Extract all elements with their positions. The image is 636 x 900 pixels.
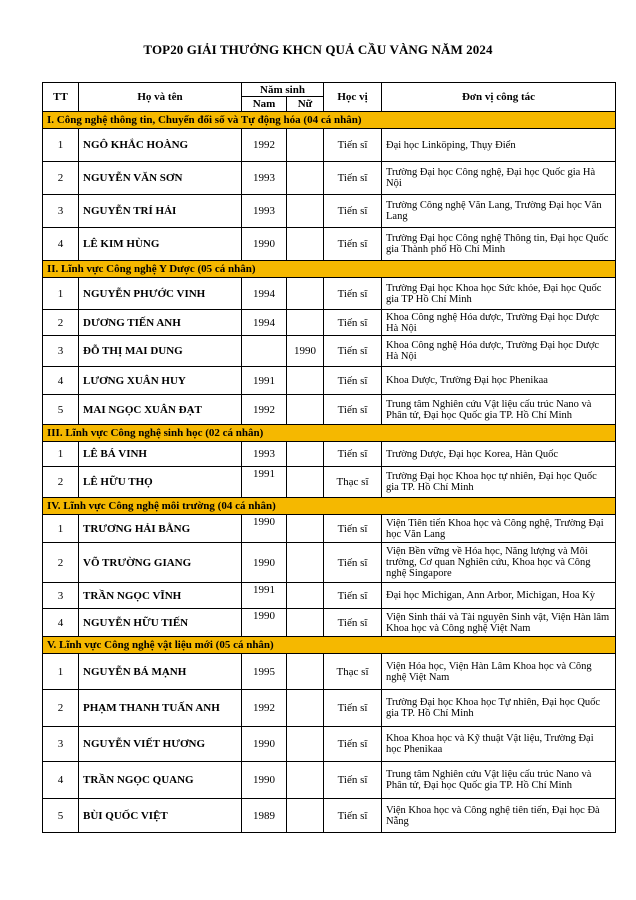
row-degree: Tiến sĩ [324,310,382,336]
table-row [43,336,616,367]
row-birth-year-male: 1995 [242,654,287,690]
row-birth-year-female [287,654,324,690]
row-name: TRẦN NGỌC VĨNH [79,583,242,609]
section-title: I. Công nghệ thông tin, Chuyển đổi số và Tự động hóa (04 cá nhân) [43,112,616,129]
row-degree: Tiến sĩ [324,367,382,395]
row-birth-year-male: 1992 [242,129,287,162]
row-birth-year-male: 1991 [242,583,287,609]
row-degree: Tiến sĩ [324,583,382,609]
row-name: PHẠM THANH TUẤN ANH [79,690,242,727]
row-degree: Tiến sĩ [324,162,382,195]
row-name: NGÔ KHẮC HOÀNG [79,129,242,162]
row-tt: 5 [43,395,79,425]
row-name: NGUYỄN PHƯỚC VINH [79,278,242,310]
row-birth-year-male: 1990 [242,515,287,543]
section-title: V. Lĩnh vực Công nghệ vật liệu mới (05 cá nhân) [43,637,616,654]
row-unit: Viện Sinh thái và Tài nguyên Sinh vật, Viện Hàn lâm Khoa học và Công nghệ Việt Nam [382,609,616,637]
row-unit: Viện Bền vững về Hóa học, Năng lượng và Môi trường, Cơ quan Nghiên cứu, Khoa học và Công nghệ Singapore [382,543,616,583]
row-birth-year-female [287,583,324,609]
table-row [43,310,616,336]
row-name: LÊ HỮU THỌ [79,467,242,498]
row-birth-year-female [287,609,324,637]
row-name: VÕ TRƯỜNG GIANG [79,543,242,583]
row-name: NGUYỄN HỮU TIẾN [79,609,242,637]
header-female: Nữ [287,97,324,112]
table-body [43,112,616,833]
row-birth-year-male: 1993 [242,442,287,467]
section-header [43,498,616,515]
row-birth-year-female [287,129,324,162]
row-degree: Tiến sĩ [324,442,382,467]
row-birth-year-male: 1990 [242,543,287,583]
row-tt: 2 [43,543,79,583]
row-unit: Trường Công nghệ Văn Lang, Trường Đại học Văn Lang [382,195,616,228]
row-name: BÙI QUỐC VIỆT [79,799,242,833]
row-name: TRƯƠNG HẢI BẰNG [79,515,242,543]
row-tt: 1 [43,278,79,310]
section-title: IV. Lĩnh vực Công nghệ môi trường (04 cá nhân) [43,498,616,515]
row-tt: 4 [43,762,79,799]
row-tt: 2 [43,690,79,727]
row-birth-year-female [287,367,324,395]
row-tt: 3 [43,195,79,228]
row-degree: Tiến sĩ [324,727,382,762]
row-tt: 3 [43,583,79,609]
table-row [43,762,616,799]
row-tt: 1 [43,129,79,162]
row-degree: Thạc sĩ [324,467,382,498]
row-birth-year-male: 1992 [242,690,287,727]
row-birth-year-male: 1990 [242,727,287,762]
row-birth-year-male [242,336,287,367]
row-tt: 4 [43,228,79,261]
row-birth-year-male: 1989 [242,799,287,833]
header-birth-year: Năm sinh [242,83,324,97]
row-name: NGUYỄN TRÍ HẢI [79,195,242,228]
table-row [43,395,616,425]
table-row [43,442,616,467]
row-tt: 1 [43,515,79,543]
row-degree: Tiến sĩ [324,543,382,583]
row-unit: Đại học Michigan, Ann Arbor, Michigan, Hoa Kỳ [382,583,616,609]
table-row [43,228,616,261]
row-birth-year-female [287,442,324,467]
row-tt: 2 [43,162,79,195]
table-row [43,690,616,727]
row-unit: Trường Đại học Khoa học tự nhiên, Đại học Quốc gia TP. Hồ Chí Minh [382,467,616,498]
row-degree: Tiến sĩ [324,690,382,727]
section-header [43,425,616,442]
row-birth-year-female [287,690,324,727]
header-unit: Đơn vị công tác [382,83,616,112]
row-degree: Tiến sĩ [324,762,382,799]
row-degree: Tiến sĩ [324,228,382,261]
row-birth-year-male: 1990 [242,609,287,637]
section-header [43,112,616,129]
row-tt: 1 [43,442,79,467]
row-tt: 5 [43,799,79,833]
row-unit: Trường Đại học Công nghệ, Đại học Quốc gia Hà Nội [382,162,616,195]
row-unit: Viện Tiên tiến Khoa học và Công nghệ, Trường Đại học Văn Lang [382,515,616,543]
row-name: DƯƠNG TIẾN ANH [79,310,242,336]
section-header [43,637,616,654]
section-header [43,261,616,278]
section-title: III. Lĩnh vực Công nghệ sinh học (02 cá nhân) [43,425,616,442]
row-degree: Tiến sĩ [324,799,382,833]
row-birth-year-female [287,395,324,425]
row-unit: Viện Hóa học, Viện Hàn Lâm Khoa học và Công nghệ Việt Nam [382,654,616,690]
row-birth-year-female [287,467,324,498]
header-male: Nam [242,97,287,112]
header-tt: TT [43,83,79,112]
row-name: ĐỖ THỊ MAI DUNG [79,336,242,367]
row-unit: Khoa Công nghệ Hóa dược, Trường Đại học Dược Hà Nội [382,310,616,336]
table-row [43,727,616,762]
row-birth-year-male: 1990 [242,762,287,799]
table-row [43,543,616,583]
row-degree: Tiến sĩ [324,336,382,367]
row-birth-year-female [287,515,324,543]
row-name: LƯƠNG XUÂN HUY [79,367,242,395]
row-unit: Khoa Khoa học và Kỹ thuật Vật liệu, Trường Đại học Phenikaa [382,727,616,762]
row-unit: Trung tâm Nghiên cứu Vật liệu cấu trúc Nano và Phân tử, Đại học Quốc gia TP. Hồ Chí Minh [382,762,616,799]
section-title: II. Lĩnh vực Công nghệ Y Dược (05 cá nhân) [43,261,616,278]
row-birth-year-female [287,799,324,833]
row-birth-year-female [287,278,324,310]
row-birth-year-female [287,543,324,583]
row-unit: Khoa Công nghệ Hóa dược, Trường Đại học Dược Hà Nội [382,336,616,367]
table-row [43,515,616,543]
table-row [43,162,616,195]
row-degree: Tiến sĩ [324,129,382,162]
row-birth-year-male: 1991 [242,367,287,395]
row-birth-year-female [287,762,324,799]
row-unit: Khoa Dược, Trường Đại học Phenikaa [382,367,616,395]
row-tt: 3 [43,727,79,762]
table-row [43,583,616,609]
row-tt: 3 [43,336,79,367]
row-tt: 1 [43,654,79,690]
table-row [43,799,616,833]
row-birth-year-male: 1991 [242,467,287,498]
table-row [43,129,616,162]
table-row [43,609,616,637]
row-degree: Tiến sĩ [324,395,382,425]
awards-table [42,82,616,833]
row-unit: Trung tâm Nghiên cứu Vật liệu cấu trúc Nano và Phân tử, Đại học Quốc gia TP. Hồ Chí Minh [382,395,616,425]
row-birth-year-male: 1990 [242,228,287,261]
row-name: NGUYỄN BÁ MẠNH [79,654,242,690]
row-tt: 4 [43,367,79,395]
row-birth-year-female [287,228,324,261]
row-unit: Đại học Linköping, Thụy Điển [382,129,616,162]
row-name: NGUYỄN VĂN SƠN [79,162,242,195]
row-name: TRẦN NGỌC QUANG [79,762,242,799]
row-unit: Viện Khoa học và Công nghệ tiên tiến, Đại học Đà Nẵng [382,799,616,833]
row-unit: Trường Dược, Đại học Korea, Hàn Quốc [382,442,616,467]
row-birth-year-female [287,310,324,336]
table-row [43,367,616,395]
row-tt: 2 [43,310,79,336]
header-degree: Học vị [324,83,382,112]
row-birth-year-male: 1993 [242,162,287,195]
row-tt: 2 [43,467,79,498]
row-birth-year-female [287,162,324,195]
row-degree: Tiến sĩ [324,609,382,637]
row-birth-year-male: 1992 [242,395,287,425]
row-birth-year-female [287,195,324,228]
row-degree: Tiến sĩ [324,195,382,228]
page-title: TOP20 GIẢI THƯỞNG KHCN QUẢ CẦU VÀNG NĂM 2024 [143,42,493,57]
row-birth-year-male: 1994 [242,310,287,336]
row-degree: Tiến sĩ [324,278,382,310]
table-row [43,467,616,498]
row-birth-year-male: 1993 [242,195,287,228]
row-name: LÊ KIM HÙNG [79,228,242,261]
row-degree: Tiến sĩ [324,515,382,543]
row-birth-year-female: 1990 [287,336,324,367]
table-row [43,195,616,228]
row-unit: Trường Đại học Công nghệ Thông tin, Đại học Quốc gia Thành phố Hồ Chí Minh [382,228,616,261]
row-unit: Trường Đại học Khoa học Sức khỏe, Đại học Quốc gia TP Hồ Chí Minh [382,278,616,310]
row-name: LÊ BÁ VINH [79,442,242,467]
row-name: MAI NGỌC XUÂN ĐẠT [79,395,242,425]
row-tt: 4 [43,609,79,637]
table-row [43,654,616,690]
row-unit: Trường Đại học Khoa học Tự nhiên, Đại học Quốc gia TP. Hồ Chí Minh [382,690,616,727]
row-degree: Thạc sĩ [324,654,382,690]
table-row [43,278,616,310]
row-name: NGUYỄN VIẾT HƯƠNG [79,727,242,762]
row-birth-year-male: 1994 [242,278,287,310]
row-birth-year-female [287,727,324,762]
header-name: Họ và tên [79,83,242,112]
table-header [43,83,616,112]
